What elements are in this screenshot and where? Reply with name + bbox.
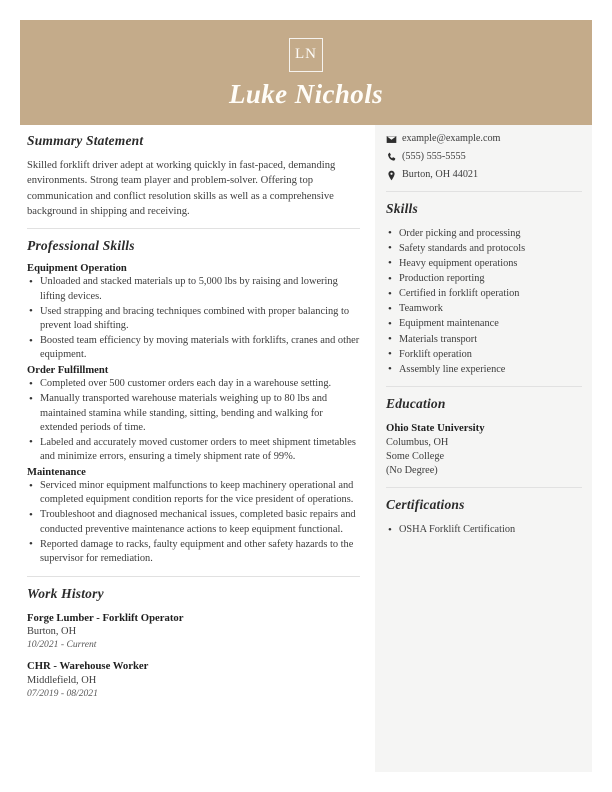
skill-group-bullets — [27, 377, 360, 464]
job-dates: 10/2021 - Current — [27, 639, 97, 651]
skill-group-order-fulfillment — [27, 365, 360, 464]
skill-group-bullets — [27, 479, 360, 566]
work-history-section — [27, 586, 360, 701]
list-item: • Heavy equipment operations — [386, 256, 582, 271]
education-degree-note: (No Degree) — [386, 465, 438, 477]
list-item: • Used strapping and bracing techniques combined with proper balancing to prevent load shifting. — [27, 305, 360, 333]
job-dates: 07/2019 - 08/2021 — [27, 687, 98, 699]
work-history-entry — [27, 611, 360, 652]
contact-location-value: Burton, OH 44021 — [402, 169, 479, 181]
certifications-heading: Certifications — [386, 497, 465, 513]
phone-icon — [386, 152, 402, 163]
skill-group-bullets — [27, 275, 360, 362]
job-location: Middlefield, OH — [27, 674, 97, 686]
list-item: • Certified in forklift operation — [386, 286, 582, 301]
skill-group-maintenance — [27, 467, 360, 566]
contact-phone-value: (555) 555-5555 — [402, 151, 466, 163]
divider-after-summary — [27, 228, 360, 229]
skills-section — [386, 201, 582, 377]
contact-section — [386, 133, 582, 182]
skill-group-title: Order Fulfillment — [27, 365, 109, 377]
divider-after-professional-skills — [27, 576, 360, 577]
education-school: Ohio State University — [386, 421, 485, 434]
education-section — [386, 396, 582, 478]
list-item: • Labeled and accurately moved customer orders to meet shipment timetables and minimize errors, ensuring a timely shipment rate of 99%. — [27, 436, 360, 464]
skill-group-title: Maintenance — [27, 467, 86, 479]
skill-group-title: Equipment Operation — [27, 263, 127, 275]
list-item: • Manually transported warehouse materials weighing up to 80 lbs and maintained stamina while standing, sitting, bending and walking for extended periods of time. — [27, 392, 360, 434]
professional-skills-heading: Professional Skills — [27, 238, 135, 254]
job-title: Forge Lumber - Forklift Operator — [27, 611, 184, 624]
list-item: • Boosted team efficiency by moving materials with forklifts, cranes and other equipment. — [27, 334, 360, 362]
contact-email — [386, 133, 582, 145]
education-location: Columbus, OH — [386, 436, 449, 448]
skills-list — [386, 226, 582, 377]
summary-heading: Summary Statement — [27, 133, 144, 148]
list-item: • Order picking and processing — [386, 226, 582, 241]
envelope-icon — [386, 134, 402, 145]
list-item: • Teamwork — [386, 301, 582, 316]
work-history-heading: Work History — [27, 585, 104, 601]
list-item: • Safety standards and protocols — [386, 241, 582, 256]
monogram-badge — [289, 38, 323, 72]
list-item: • Materials transport — [386, 332, 582, 347]
work-history-entry — [27, 659, 360, 700]
education-heading: Education — [386, 395, 446, 411]
candidate-name: Luke Nichols — [228, 78, 384, 109]
list-item: • Serviced minor equipment malfunctions to keep machinery operational and completed equipment condition reports for the vice president of operations. — [27, 479, 360, 507]
contact-email-value: example@example.com — [402, 133, 501, 144]
contact-phone — [386, 151, 582, 163]
skill-group-equipment-operation — [27, 263, 360, 362]
location-pin-icon — [386, 170, 402, 181]
monogram-initials: LN — [295, 46, 317, 62]
professional-skills-section — [27, 238, 360, 566]
contact-list — [386, 133, 582, 182]
contact-location — [386, 169, 582, 181]
divider-after-skills — [386, 386, 582, 387]
divider-after-contact — [386, 191, 582, 192]
job-location: Burton, OH — [27, 626, 77, 638]
summary-text: Skilled forklift driver adept at working quickly in fast-paced, demanding environments. Strong team player and problem-solver. Offering top communication and conflict resolution skills as well as a comprehensive background in shipping and receiving. — [27, 160, 336, 218]
certifications-section — [386, 497, 582, 537]
summary-section — [27, 133, 360, 219]
list-item: • Reported damage to racks, faulty equipment and other safety hazards to the supervisor for remediation. — [27, 538, 360, 566]
skills-heading: Skills — [386, 200, 418, 216]
education-level: Some College — [386, 450, 445, 462]
right-column — [386, 133, 582, 539]
list-item: • Troubleshoot and diagnosed mechanical issues, completed basic repairs and conducted preventive maintenance actions to keep equipment functional. — [27, 508, 360, 536]
left-column — [27, 133, 360, 708]
list-item: • Production reporting — [386, 271, 582, 286]
list-item: • Assembly line experience — [386, 362, 582, 377]
header-banner — [20, 20, 592, 125]
job-title: CHR - Warehouse Worker — [27, 660, 149, 673]
list-item: • Unloaded and stacked materials up to 5,000 lbs by raising and lowering lifting devices. — [27, 275, 360, 303]
certifications-list — [386, 522, 582, 537]
divider-after-education — [386, 487, 582, 488]
list-item: • Equipment maintenance — [386, 316, 582, 331]
list-item: • Forklift operation — [386, 347, 582, 362]
list-item: • Completed over 500 customer orders each day in a warehouse setting. — [27, 377, 360, 391]
list-item: • OSHA Forklift Certification — [386, 522, 582, 537]
